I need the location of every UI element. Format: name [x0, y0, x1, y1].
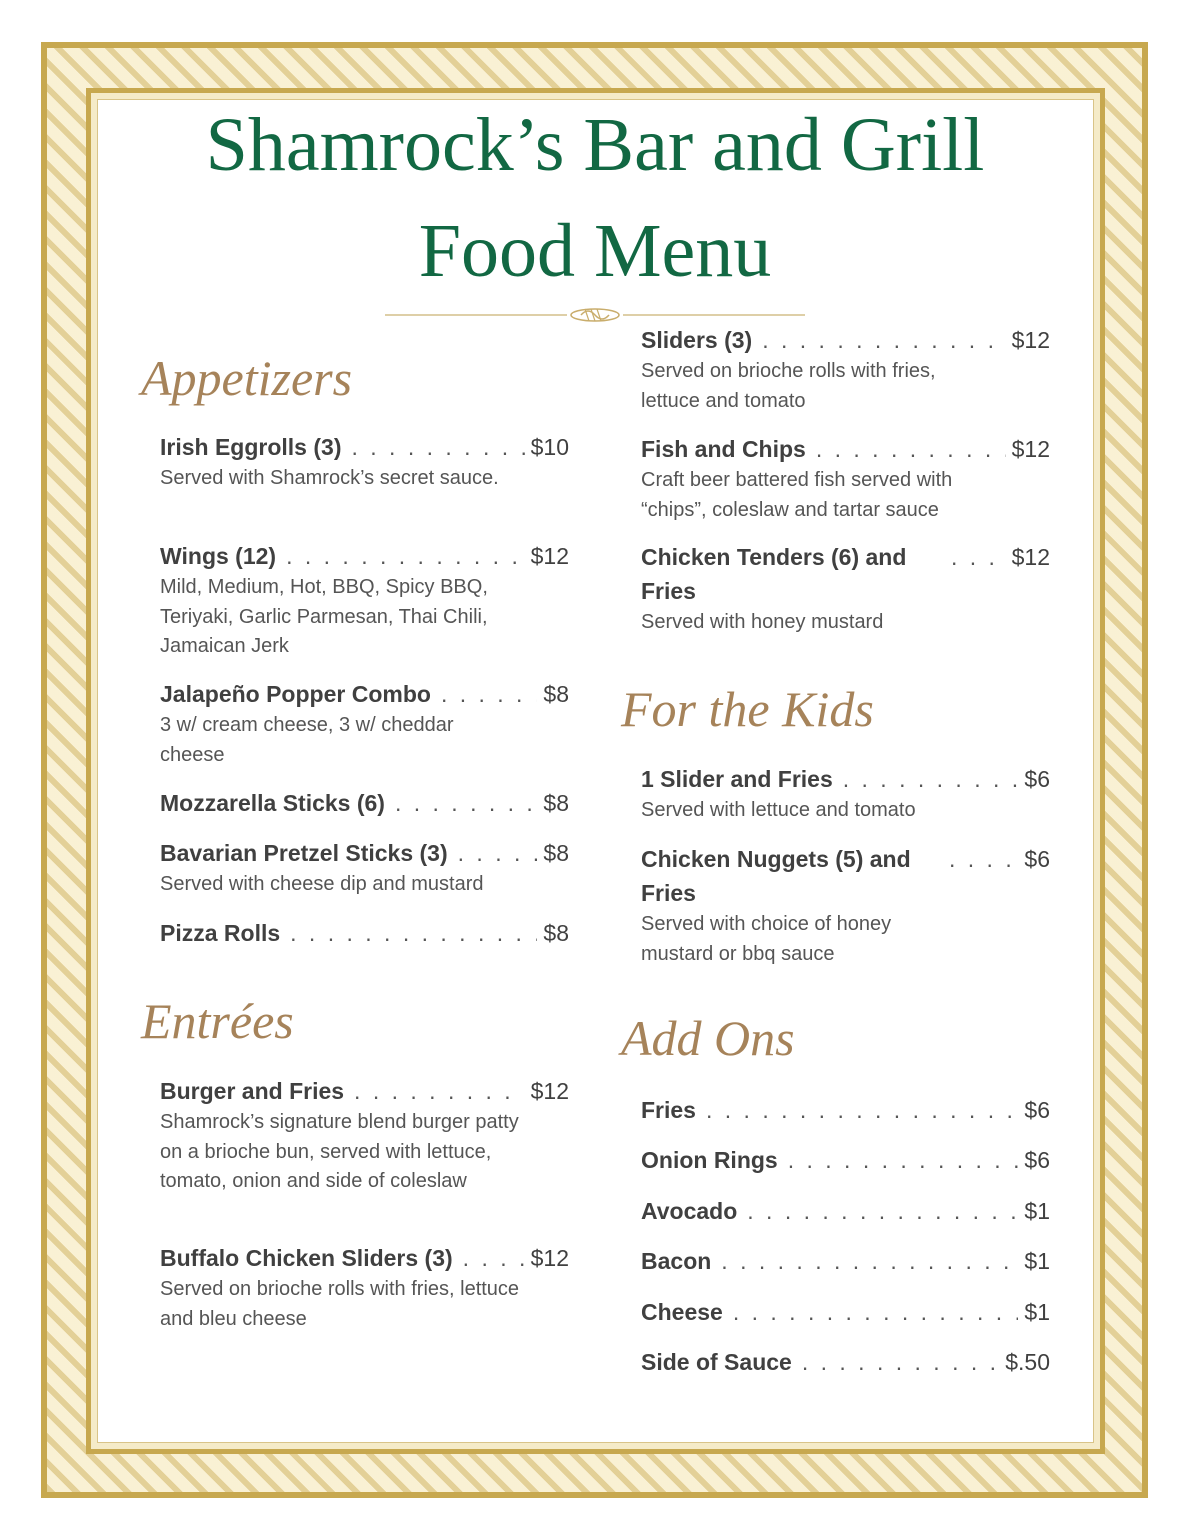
item-description: Served with honey mustard — [641, 611, 884, 633]
item-price: $10 — [530, 434, 569, 460]
item-name: Chicken Nuggets (5) and Fries — [641, 846, 911, 906]
item-price: $8 — [543, 840, 569, 866]
dot-leader — [458, 836, 538, 870]
item-price: $12 — [530, 1078, 569, 1104]
section-heading-appetizers: Appetizers — [141, 350, 353, 406]
dot-leader — [463, 1241, 525, 1275]
item-price: $1 — [1024, 1198, 1050, 1224]
dot-leader — [721, 1244, 1018, 1278]
item-description: Served with lettuce and tomato — [641, 799, 916, 821]
item-price: $6 — [1024, 766, 1050, 792]
item-name: Burger and Fries — [160, 1078, 345, 1104]
section-heading-addons: Add Ons — [621, 1010, 795, 1066]
item-name: Bavarian Pretzel Sticks (3) — [160, 840, 448, 866]
menu-subtitle: Food Menu — [418, 209, 772, 293]
dot-leader — [733, 1295, 1019, 1329]
item-name: Chicken Tenders (6) and Fries — [641, 544, 907, 604]
dot-leader — [816, 432, 1006, 466]
dot-leader — [949, 842, 1018, 876]
item-name: 1 Slider and Fries — [641, 766, 833, 792]
menu-item — [641, 323, 1050, 416]
menu-item — [160, 916, 569, 950]
item-description: Shamrock’s signature blend burger patty on a brioche bun, served with lettuce, tomato, onion and side of coleslaw — [160, 1111, 519, 1192]
dot-leader — [290, 916, 537, 950]
item-price: $6 — [1024, 1097, 1050, 1123]
item-name: Bacon — [641, 1248, 712, 1274]
item-price: $6 — [1024, 1147, 1050, 1173]
item-description: Served with cheese dip and mustard — [160, 873, 484, 895]
menu-item — [160, 836, 569, 900]
menu-item — [641, 1345, 1050, 1379]
menu-item — [160, 1241, 569, 1334]
item-price: $12 — [1011, 436, 1050, 462]
menu-item — [641, 762, 1050, 826]
dot-leader — [706, 1093, 1018, 1127]
item-price: $1 — [1024, 1248, 1050, 1274]
dot-leader — [762, 323, 1005, 357]
item-price: $12 — [530, 543, 569, 569]
item-price: $6 — [1024, 846, 1050, 872]
item-description: Served on brioche rolls with fries, lettuce and tomato — [641, 360, 936, 412]
item-name: Onion Rings — [641, 1147, 778, 1173]
item-description: Served with Shamrock’s secret sauce. — [160, 467, 499, 489]
menu-item — [641, 842, 1050, 969]
item-description: Craft beer battered fish served with “chips”, coleslaw and tartar sauce — [641, 469, 953, 521]
item-name: Mozzarella Sticks (6) — [160, 790, 385, 816]
dot-leader — [788, 1143, 1019, 1177]
dot-leader — [951, 540, 1006, 574]
dot-leader — [747, 1194, 1018, 1228]
item-name: Fries — [641, 1097, 696, 1123]
menu-item — [641, 432, 1050, 525]
item-description: Served with choice of honey mustard or bbq sauce — [641, 913, 892, 965]
flourish-ornament — [385, 305, 805, 325]
item-name: Buffalo Chicken Sliders (3) — [160, 1245, 453, 1271]
item-price: $8 — [543, 920, 569, 946]
dot-leader — [802, 1345, 999, 1379]
item-name: Sliders (3) — [641, 327, 753, 353]
item-price: $1 — [1024, 1299, 1050, 1325]
item-name: Jalapeño Popper Combo — [160, 681, 431, 707]
item-name: Cheese — [641, 1299, 723, 1325]
item-price: $12 — [530, 1245, 569, 1271]
item-name: Irish Eggrolls (3) — [160, 434, 342, 460]
item-name: Avocado — [641, 1198, 738, 1224]
item-price: $12 — [1011, 327, 1050, 353]
dot-leader — [354, 1074, 525, 1108]
menu-item — [160, 430, 569, 494]
item-description: 3 w/ cream cheese, 3 w/ cheddar cheese — [160, 714, 454, 766]
dot-leader — [441, 677, 537, 711]
item-name: Side of Sauce — [641, 1349, 792, 1375]
menu-item — [160, 539, 569, 662]
menu-item — [160, 786, 569, 820]
menu-item — [160, 677, 569, 770]
dot-leader — [395, 786, 537, 820]
item-description: Served on brioche rolls with fries, lettuce and bleu cheese — [160, 1278, 520, 1330]
item-price: $8 — [543, 790, 569, 816]
section-heading-entrees: Entrées — [141, 993, 294, 1049]
item-description: Mild, Medium, Hot, BBQ, Spicy BBQ, Teriyaki, Garlic Parmesan, Thai Chili, Jamaican Jerk — [160, 576, 488, 657]
section-heading-kids: For the Kids — [621, 681, 874, 737]
menu-item — [641, 1093, 1050, 1127]
item-name: Pizza Rolls — [160, 920, 281, 946]
menu-item — [641, 1295, 1050, 1329]
item-price: $12 — [1011, 544, 1050, 570]
menu-item — [160, 1074, 569, 1197]
item-name: Wings (12) — [160, 543, 277, 569]
item-price: $8 — [543, 681, 569, 707]
menu-item — [641, 1244, 1050, 1278]
dot-leader — [843, 762, 1019, 796]
dot-leader — [286, 539, 525, 573]
menu-title: Shamrock’s Bar and Grill — [205, 103, 985, 187]
menu-item — [641, 540, 1050, 638]
item-price: $.50 — [1005, 1349, 1050, 1375]
dot-leader — [351, 430, 524, 464]
item-name: Fish and Chips — [641, 436, 806, 462]
menu-item — [641, 1143, 1050, 1177]
menu-item — [641, 1194, 1050, 1228]
